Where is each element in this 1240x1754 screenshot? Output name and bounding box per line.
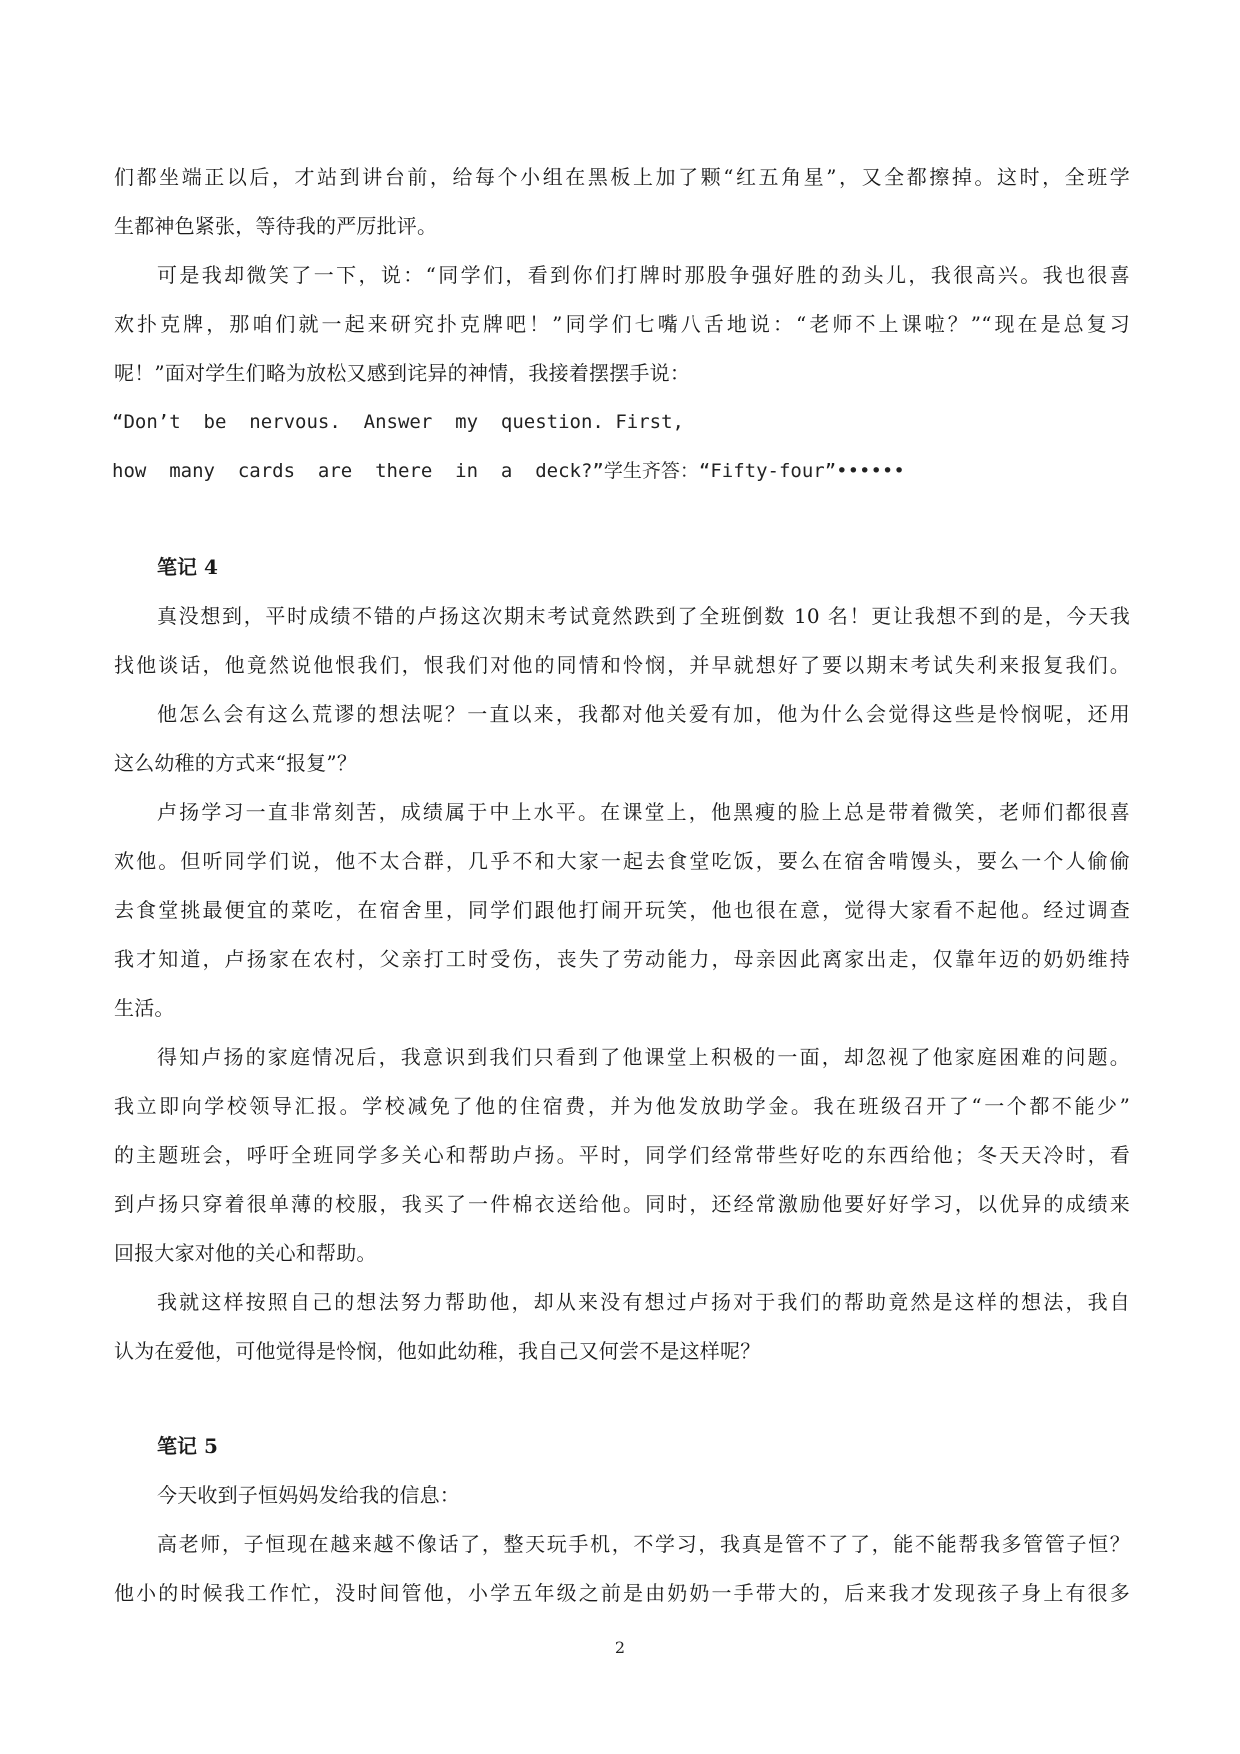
text-line: 到卢扬只穿着很单薄的校服，我买了一件棉衣送给他。同时，还经常激励他要好好学习，以优异的成绩来	[114, 1192, 1130, 1216]
section-heading: 笔记 4	[157, 555, 218, 579]
text-line: 真没想到，平时成绩不错的卢扬这次期末考试竟然跌到了全班倒数 10 名！更让我想不到的是，今天我	[157, 604, 1130, 628]
text-line: 我就这样按照自己的想法努力帮助他，却从来没有想过卢扬对于我们的帮助竟然是这样的想法，我自	[157, 1290, 1130, 1314]
text-line: 找他谈话，他竟然说他恨我们，恨我们对他的同情和怜悯，并早就想好了要以期末考试失利来报复我们。	[114, 653, 1130, 677]
english-dialogue-line: how many cards are there in a deck?”学生齐答：“Fifty-four”••••••	[112, 460, 905, 482]
text-line: 今天收到子恒妈妈发给我的信息：	[157, 1483, 460, 1507]
text-line: 认为在爱他，可他觉得是怜悯，他如此幼稚，我自己又何尝不是这样呢？	[114, 1339, 761, 1363]
text-line: 卢扬学习一直非常刻苦，成绩属于中上水平。在课堂上，他黑瘦的脸上总是带着微笑，老师们都很喜	[157, 800, 1130, 824]
text-line: 们都坐端正以后，才站到讲台前，给每个小组在黑板上加了颗“红五角星”，又全都擦掉。这时，全班学	[114, 165, 1130, 189]
text-line: 欢他。但听同学们说，他不太合群，几乎不和大家一起去食堂吃饭，要么在宿舍啃馒头，要么一个人偷偷	[114, 849, 1130, 873]
text-line: 可是我却微笑了一下，说：“同学们，看到你们打牌时那股争强好胜的劲头儿，我很高兴。我也很喜	[157, 263, 1130, 287]
section-heading: 笔记 5	[157, 1434, 218, 1458]
text-line: 回报大家对他的关心和帮助。	[114, 1241, 377, 1265]
text-line: 呢！”面对学生们略为放松又感到诧异的神情，我接着摆摆手说：	[114, 361, 691, 385]
text-line: 他怎么会有这么荒谬的想法呢？一直以来，我都对他关爱有加，他为什么会觉得这些是怜悯呢，还用	[157, 702, 1130, 726]
text-line: 得知卢扬的家庭情况后，我意识到我们只看到了他课堂上积极的一面，却忽视了他家庭困难的问题。	[157, 1045, 1130, 1069]
text-line: 他小的时候我工作忙，没时间管他，小学五年级之前是由奶奶一手带大的，后来我才发现孩子身上有很多	[114, 1581, 1130, 1605]
text-line: 的主题班会，呼吁全班同学多关心和帮助卢扬。平时，同学们经常带些好吃的东西给他；冬天天冷时，看	[114, 1143, 1130, 1167]
text-line: 欢扑克牌，那咱们就一起来研究扑克牌吧！”同学们七嘴八舌地说：“老师不上课啦？”“现在是总复习	[114, 312, 1130, 336]
text-line: 去食堂挑最便宜的菜吃，在宿舍里，同学们跟他打闹开玩笑，他也很在意，觉得大家看不起他。经过调查	[114, 898, 1130, 922]
text-line: 生都神色紧张，等待我的严厉批评。	[114, 214, 438, 238]
english-dialogue-line: “Don’t be nervous. Answer my question. First,	[112, 411, 684, 433]
page-number: 2	[614, 1638, 626, 1657]
text-line: 我才知道，卢扬家在农村，父亲打工时受伤，丧失了劳动能力，母亲因此离家出走，仅靠年迈的奶奶维持	[114, 947, 1130, 971]
text-line: 生活。	[114, 996, 175, 1020]
text-line: 我立即向学校领导汇报。学校减免了他的住宿费，并为他发放助学金。我在班级召开了“一个都不能少”	[114, 1094, 1130, 1118]
text-line: 这么幼稚的方式来“报复”？	[114, 751, 358, 775]
text-line: 高老师，子恒现在越来越不像话了，整天玩手机，不学习，我真是管不了了，能不能帮我多管管子恒？	[157, 1532, 1130, 1556]
